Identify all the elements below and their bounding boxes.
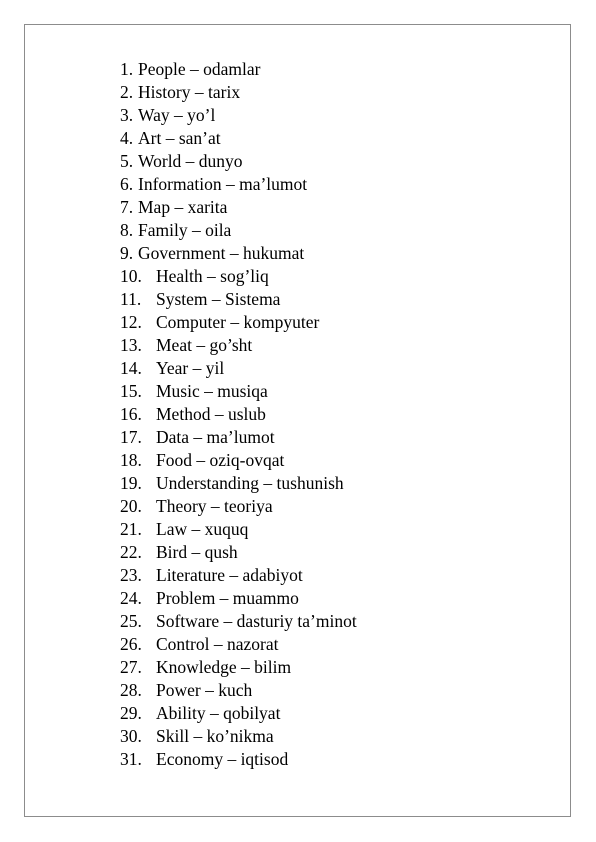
item-number: 13. [120,335,142,355]
item-number: 17. [120,427,142,447]
list-item [120,311,357,334]
item-text: Ability – qobilyat [156,703,281,723]
list-item [120,150,357,173]
item-number: 7. [120,197,134,217]
list-item [120,58,357,81]
item-number: 24. [120,588,142,608]
list-item [120,518,357,541]
item-number: 1. [120,59,134,79]
item-number: 21. [120,519,142,539]
list-item [120,564,357,587]
list-item [120,541,357,564]
item-text: Power – kuch [156,680,253,700]
item-number: 25. [120,611,142,631]
item-text: Economy – iqtisod [156,749,289,769]
item-number: 30. [120,726,142,746]
item-text: Problem – muammo [156,588,299,608]
item-text: Year – yil [156,358,225,378]
list-item [120,748,357,771]
item-number: 31. [120,749,142,769]
item-text: Control – nazorat [156,634,279,654]
list-item [120,334,357,357]
item-number: 26. [120,634,142,654]
item-number: 9. [120,243,134,263]
list-item [120,679,357,702]
item-text: Computer – kompyuter [156,312,320,332]
item-number: 16. [120,404,142,424]
list-item [120,173,357,196]
item-text: Bird – qush [156,542,238,562]
item-number: 4. [120,128,134,148]
item-text: Data – ma’lumot [156,427,275,447]
item-text: Theory – teoriya [156,496,273,516]
item-number: 11. [120,289,142,309]
item-text: Family – oila [138,220,232,240]
item-text: Way – yo’l [138,105,216,125]
item-text: Food – oziq-ovqat [156,450,285,470]
item-text: Information – ma’lumot [138,174,308,194]
item-number: 6. [120,174,134,194]
item-text: System – Sistema [156,289,281,309]
item-number: 29. [120,703,142,723]
item-text: World – dunyo [138,151,243,171]
item-number: 12. [120,312,142,332]
item-text: Meat – go’sht [156,335,253,355]
item-number: 5. [120,151,134,171]
list-item [120,104,357,127]
list-item [120,127,357,150]
item-text: Software – dasturiy ta’minot [156,611,357,631]
list-item [120,495,357,518]
item-number: 28. [120,680,142,700]
item-text: Law – xuquq [156,519,249,539]
item-number: 20. [120,496,142,516]
list-item [120,288,357,311]
item-number: 27. [120,657,142,677]
item-text: Knowledge – bilim [156,657,292,677]
item-text: Music – musiqa [156,381,268,401]
list-item [120,265,357,288]
item-number: 19. [120,473,142,493]
item-text: Understanding – tushunish [156,473,344,493]
item-number: 3. [120,105,134,125]
item-number: 23. [120,565,142,585]
list-item [120,219,357,242]
list-item [120,725,357,748]
list-item [120,380,357,403]
list-item [120,403,357,426]
list-item [120,449,357,472]
item-text: Map – xarita [138,197,228,217]
list-item [120,426,357,449]
item-text: Skill – ko’nikma [156,726,274,746]
item-number: 2. [120,82,134,102]
list-item [120,472,357,495]
list-item [120,610,357,633]
item-text: People – odamlar [138,59,261,79]
list-item [120,633,357,656]
vocabulary-list [120,58,357,771]
item-text: Method – uslub [156,404,266,424]
item-text: Health – sog’liq [156,266,269,286]
item-text: Art – san’at [138,128,221,148]
list-item [120,702,357,725]
item-number: 14. [120,358,142,378]
item-number: 22. [120,542,142,562]
item-text: History – tarix [138,82,241,102]
list-item [120,357,357,380]
item-number: 15. [120,381,142,401]
item-number: 8. [120,220,134,240]
item-text: Literature – adabiyot [156,565,303,585]
list-item [120,656,357,679]
item-number: 10. [120,266,142,286]
list-item [120,81,357,104]
item-number: 18. [120,450,142,470]
item-text: Government – hukumat [138,243,305,263]
list-item [120,587,357,610]
list-item [120,196,357,219]
list-item [120,242,357,265]
